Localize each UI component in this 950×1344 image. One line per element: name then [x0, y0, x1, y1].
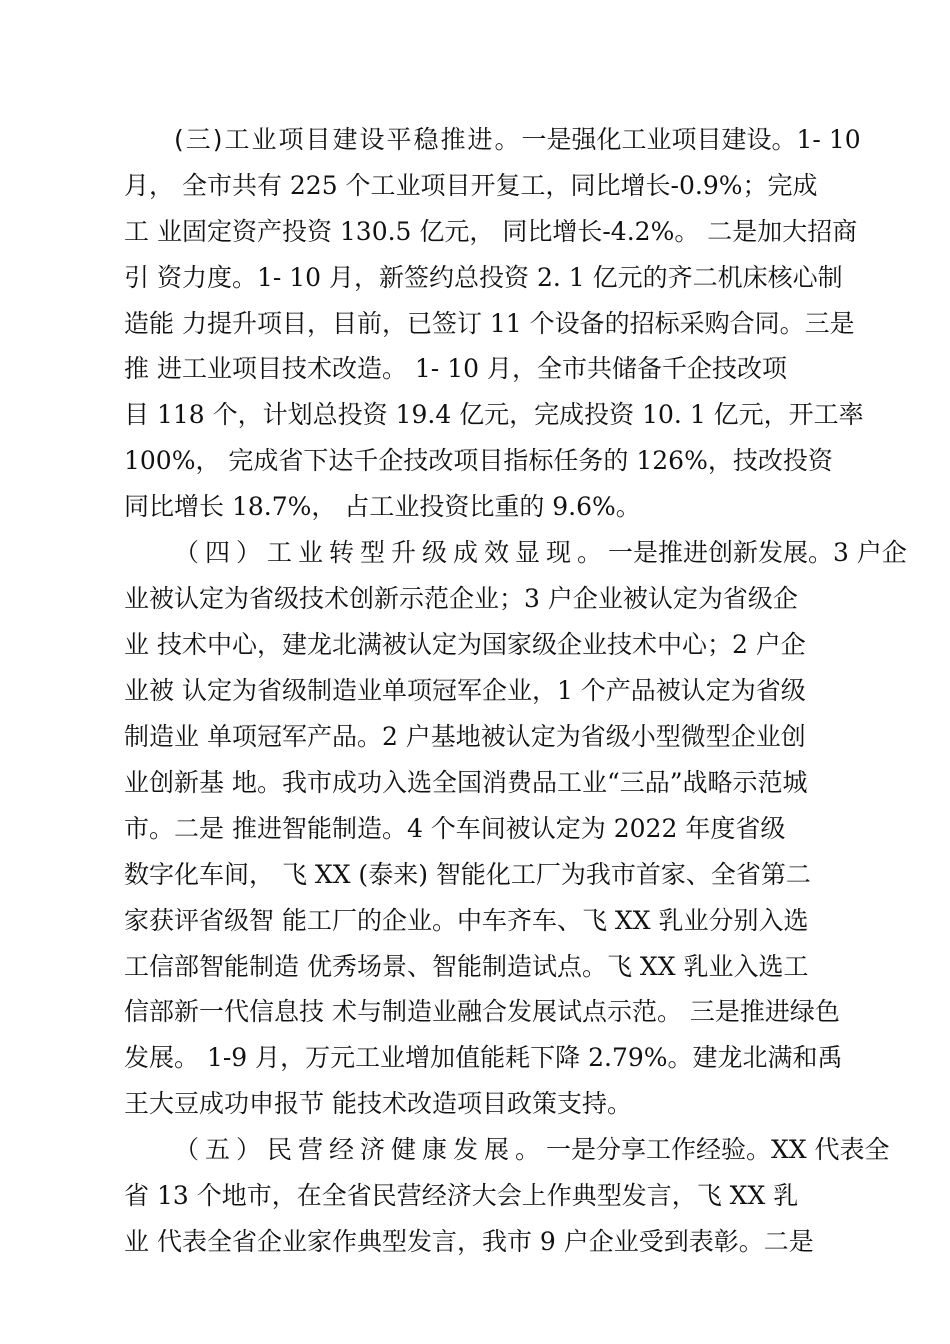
- paragraph-3-line-6: 推 进工业项目技术改造。 1- 10 月，全市共储备千企技改项: [124, 354, 787, 383]
- paragraph-4-line-3: 业 技术中心，建龙北满被认定为国家级企业技术中心；2 户企: [124, 630, 806, 659]
- paragraph-3-line-2: 月， 全市共有 225 个工业项目开复工，同比增长-0.9%；完成: [124, 171, 818, 200]
- paragraph-4-line-4: 业被 认定为省级制造业单项冠军企业，1 个产品被认定为省级: [124, 676, 806, 705]
- paragraph-5-line-2: 省 13 个地市，在全省民营经济大会上作典型发言，飞 XX 乳: [124, 1181, 799, 1210]
- paragraph-3-line-1: [174, 117, 861, 163]
- paragraph-5-line-1: [174, 1127, 890, 1173]
- paragraph-4-line-8: 数字化车间， 飞 XX (泰来) 智能化工厂为我市首家、全省第二: [124, 860, 811, 889]
- body-text: 一是强化工业项目建设。1- 10: [521, 125, 861, 154]
- body-text: 一是分享工作经验。XX 代表全: [546, 1135, 890, 1164]
- paragraph-4-line-13: 王大豆成功申报节 能技术改造项目政策支持。: [124, 1089, 632, 1118]
- paragraph-3-line-3: 工 业固定资产投资 130.5 亿元， 同比增长-4.2%。 二是加大招商: [124, 217, 858, 246]
- section-heading-4: （四）工业转型升级成效显现。: [174, 538, 609, 567]
- paragraph-4-line-12: 发展。 1-9 月，万元工业增加值能耗下降 2.79%。建龙北满和禹: [124, 1043, 843, 1072]
- paragraph-4-line-2: 业被认定为省级技术创新示范企业；3 户企业被认定为省级企: [124, 584, 798, 613]
- paragraph-4-line-7: 市。二是 推进智能制造。4 个车间被认定为 2022 年度省级: [124, 814, 786, 843]
- paragraph-4-line-11: 信部新一代信息技 术与制造业融合发展试点示范。 三是推进绿色: [124, 997, 840, 1026]
- paragraph-3-line-8: 100%， 完成省下达千企技改项目指标任务的 126%，技改投资: [124, 446, 833, 475]
- paragraph-3-line-5: 造能 力提升项目，目前，已签订 11 个设备的招标采购合同。三是: [124, 309, 855, 338]
- paragraph-4-line-6: 业创新基 地。我市成功入选全国消费品工业“三品”战略示范城: [124, 768, 808, 797]
- paragraph-3-line-4: 引 资力度。1- 10 月，新签约总投资 2. 1 亿元的齐二机床核心制: [124, 263, 843, 292]
- paragraph-4-line-10: 工信部智能制造 优秀场景、智能制造试点。飞 XX 乳业入选工: [124, 952, 809, 981]
- paragraph-4-line-9: 家获评省级智 能工厂的企业。中车齐车、飞 XX 乳业分别入选: [124, 906, 809, 935]
- paragraph-4-line-5: 制造业 单项冠军产品。2 户基地被认定为省级小型微型企业创: [124, 722, 806, 751]
- paragraph-5-line-3: 业 代表全省企业家作典型发言，我市 9 户企业受到表彰。二是: [124, 1227, 814, 1256]
- section-heading-5: （五）民营经济健康发展。: [174, 1135, 547, 1164]
- body-text: 一是推进创新发展。3 户企: [608, 538, 907, 567]
- paragraph-3-line-7: 目 118 个，计划总投资 19.4 亿元，完成投资 10. 1 亿元，开工率: [124, 400, 864, 429]
- paragraph-3-line-9: 同比增长 18.7%， 占工业投资比重的 9.6%。: [124, 492, 641, 521]
- section-heading-3: (三)工业项目建设平稳推进。: [174, 125, 522, 154]
- paragraph-4-line-1: [174, 530, 907, 576]
